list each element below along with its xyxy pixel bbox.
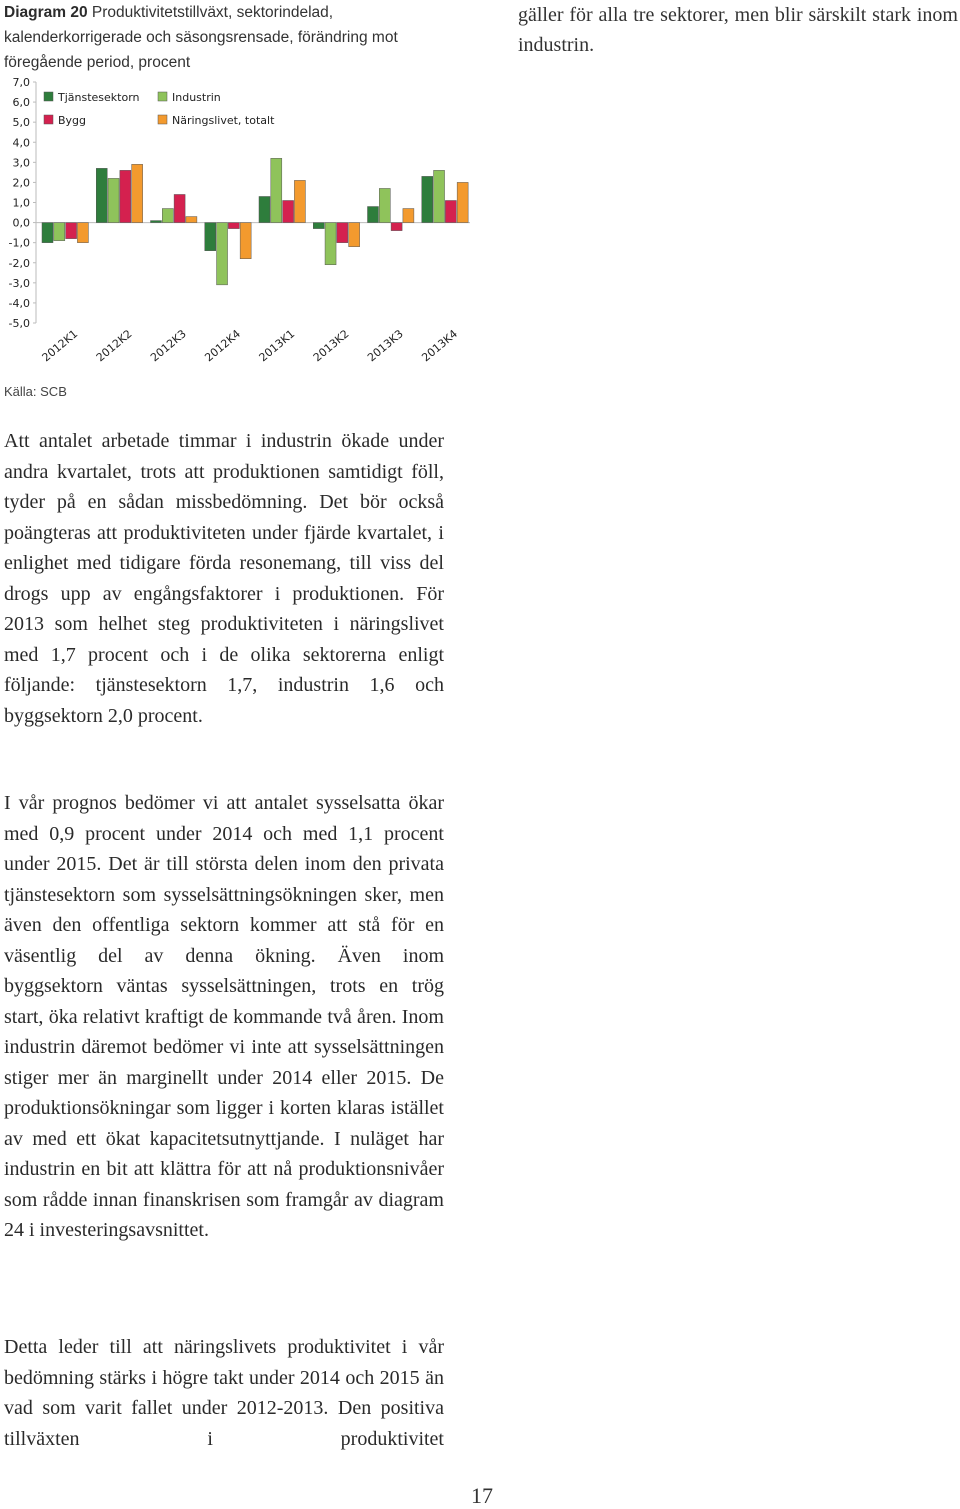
legend-label: Industrin: [172, 91, 221, 104]
x-tick-label: 2012K3: [148, 327, 189, 365]
bar-tjänstesektorn-2013k1: [259, 196, 270, 222]
bar-industrin-2012k2: [108, 178, 119, 222]
y-tick-label: 5,0: [12, 116, 30, 130]
figure-caption: [4, 0, 424, 75]
bar-tjänstesektorn-2012k3: [151, 221, 162, 223]
x-tick-label: 2013K2: [310, 327, 352, 365]
body-paragraph-1: Att antalet arbetade timmar i industrin ökade under andra kvartalet, trots att produktionen samtidigt föll, tyder på en sådan missbedömning. Det bör också poängteras att produktiviteten under fjärde kvartalet, i enlighet med tidigare förda resonemang, till viss del drogs upp av engångsfaktorer i produktionen. För 2013 som helhet steg produktiviteten i näringslivet med 1,7 procent och i de olika sektorerna enligt följande: tjänstesektorn 1,7, industrin 1,6 och byggsektorn 2,0 procent.: [4, 430, 444, 727]
y-tick-label: 2,0: [12, 176, 30, 190]
x-tick-label: 2012K4: [202, 327, 244, 365]
bar-tjänstesektorn-2013k3: [368, 207, 379, 223]
x-tick-label: 2013K4: [419, 327, 461, 365]
bar-bygg-2012k4: [228, 223, 239, 229]
x-tick-label: 2012K2: [93, 327, 135, 365]
bar-näringslivet-totalt-2013k4: [457, 182, 468, 222]
right-column-text: gäller för alla tre sektorer, men blir särskilt stark inom industrin.: [518, 4, 958, 56]
legend-label: Näringslivet, totalt: [172, 114, 275, 127]
bar-industrin-2012k3: [162, 209, 173, 223]
bar-näringslivet-totalt-2012k2: [132, 164, 143, 222]
figure-label: Diagram 20: [4, 4, 88, 21]
bar-tjänstesektorn-2012k4: [205, 223, 216, 251]
bar-tjänstesektorn-2013k4: [422, 176, 433, 222]
bar-bygg-2013k3: [391, 223, 402, 231]
bar-näringslivet-totalt-2013k1: [294, 180, 305, 222]
y-tick-label: 7,0: [12, 76, 30, 89]
legend-swatch: [44, 115, 53, 124]
x-tick-label: 2012K1: [39, 327, 81, 365]
bar-industrin-2012k4: [217, 223, 228, 285]
y-tick-label: 6,0: [12, 96, 30, 110]
bar-tjänstesektorn-2012k1: [42, 223, 53, 243]
bar-bygg-2012k3: [174, 194, 185, 222]
chart-source: Källa: SCB: [4, 384, 67, 399]
legend-swatch: [158, 92, 167, 101]
y-tick-label: -5,0: [8, 317, 30, 330]
bar-chart: [0, 72, 480, 382]
bar-näringslivet-totalt-2013k2: [349, 223, 360, 247]
page-number: 17: [471, 1483, 493, 1508]
bar-tjänstesektorn-2012k2: [96, 168, 107, 222]
body-paragraph-3: Detta leder till att näringslivets produktivitet i vår bedömning stärks i högre takt under 2014 och 2015 än vad som varit fallet under 2012-2013. Den positiva tillväxten i produktivitet: [4, 1336, 444, 1450]
y-tick-label: 0,0: [12, 216, 30, 230]
bar-bygg-2012k1: [66, 223, 77, 239]
bar-bygg-2012k2: [120, 170, 131, 222]
bar-bygg-2013k1: [283, 200, 294, 222]
legend-swatch: [44, 92, 53, 101]
figure-title: Produktivitetstillväxt, sektorindelad, kalenderkorrigerade och säsongsrensade, förändring mot föregående period, procent: [4, 4, 398, 71]
bar-näringslivet-totalt-2012k3: [186, 217, 197, 223]
bar-näringslivet-totalt-2013k3: [403, 209, 414, 223]
bar-näringslivet-totalt-2012k1: [77, 223, 88, 243]
bar-industrin-2012k1: [54, 223, 65, 241]
legend-label: Tjänstesektorn: [58, 91, 140, 104]
body-paragraph-2: I vår prognos bedömer vi att antalet sysselsatta ökar med 0,9 procent under 2014 och med 1,1 procent under 2015. Det är till största delen inom den privata tjänstesektorn som sysselsättningsökningen sker, men även den offentliga sektorn kommer att stå för en väsentlig del av denna ökning. Även inom byggsektorn väntas sysselsättningen, trots en trög start, öka relativt kraftigt de kommande två åren. Inom industrin däremot bedömer vi inte att sysselsättningen stiger mer än marginellt under 2014 eller 2015. De produktionsökningar som ligger i korten klaras istället av med ett ökat kapacitetsutnyttjande. I nuläget har industrin en bit att klättra för att nå produktionsnivåer som rådde innan finanskrisen som framgår av diagram 24 i investeringsavsnittet.: [4, 792, 444, 1241]
bar-bygg-2013k4: [445, 200, 456, 222]
bar-industrin-2013k3: [379, 188, 390, 222]
bar-tjänstesektorn-2013k2: [313, 223, 324, 229]
y-tick-label: -1,0: [8, 236, 30, 250]
legend-label: Bygg: [58, 114, 87, 127]
bar-industrin-2013k1: [271, 158, 282, 222]
bar-bygg-2013k2: [337, 223, 348, 243]
y-tick-label: -2,0: [8, 256, 30, 270]
y-tick-label: 3,0: [12, 156, 30, 170]
bar-industrin-2013k2: [325, 223, 336, 265]
y-tick-label: -4,0: [8, 296, 30, 310]
y-tick-label: 4,0: [12, 136, 30, 150]
y-tick-label: 1,0: [12, 196, 30, 210]
y-tick-label: -3,0: [8, 276, 30, 290]
x-tick-label: 2013K1: [256, 327, 298, 365]
x-tick-label: 2013K3: [365, 327, 406, 365]
legend-swatch: [158, 115, 167, 124]
bar-industrin-2013k4: [434, 170, 445, 222]
bar-näringslivet-totalt-2012k4: [240, 223, 251, 259]
